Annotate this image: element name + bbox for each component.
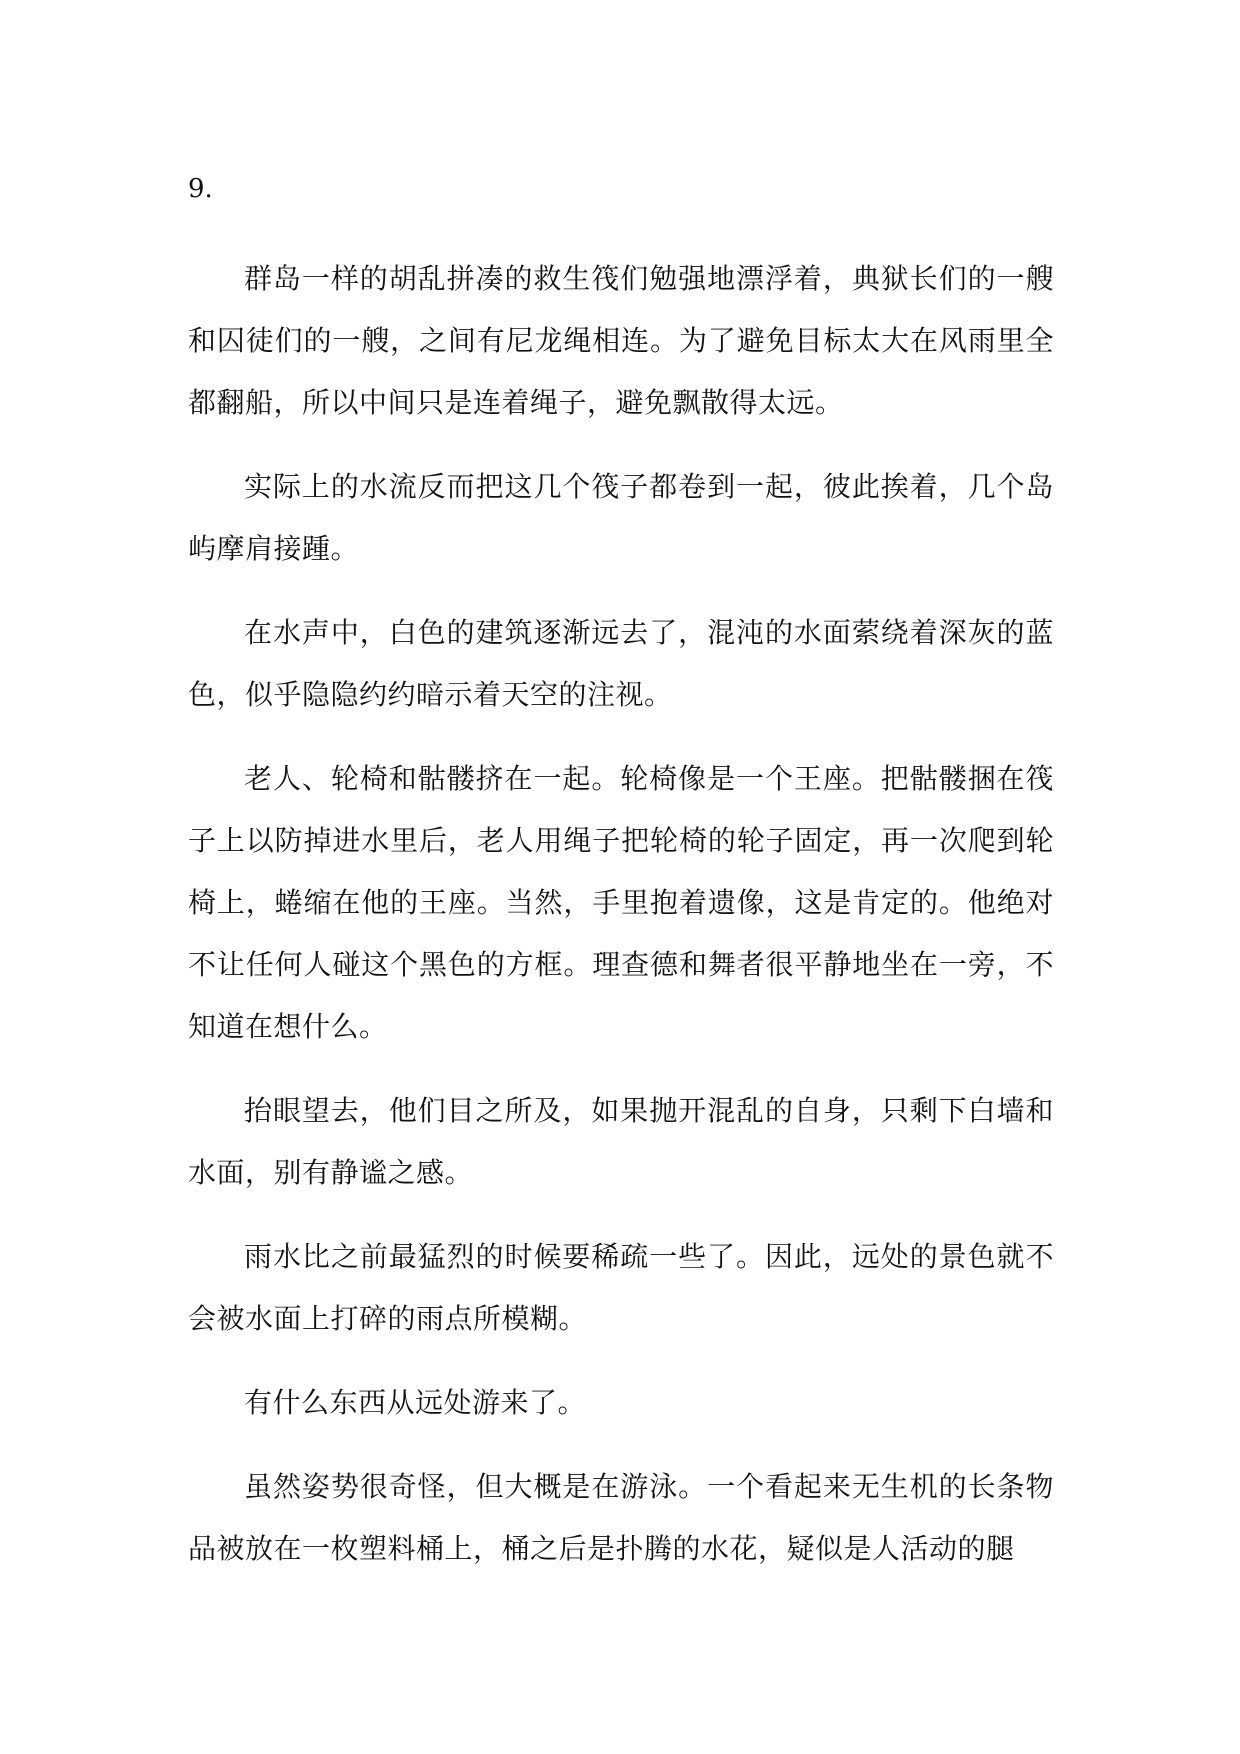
paragraph: 实际上的水流反而把这几个筏子都卷到一起，彼此挨着，几个岛屿摩肩接踵。: [188, 470, 1054, 565]
document-body: [188, 158, 1054, 1602]
paragraph: 雨水比之前最猛烈的时候要稀疏一些了。因此，远处的景色就不会被水面上打碎的雨点所模糊。: [188, 1240, 1054, 1335]
paragraph: 有什么东西从远处游来了。: [244, 1386, 587, 1419]
chapter-number: 9.: [188, 174, 213, 204]
spacer: [188, 220, 1054, 248]
paragraph: 抬眼望去，他们目之所及，如果抛开混乱的自身，只剩下白墙和水面，别有静谧之感。: [188, 1094, 1054, 1189]
paragraph: 老人、轮椅和骷髅挤在一起。轮椅像是一个王座。把骷髅捆在筏子上以防掉进水里后，老人用绳子把轮椅的轮子固定，再一次爬到轮椅上，蜷缩在他的王座。当然，手里抱着遗像，这是肯定的。他绝对不让任何人碰这个黑色的方框。理查德和舞者很平静地坐在一旁，不知道在想什么。: [188, 762, 1054, 1043]
paragraph: 群岛一样的胡乱拼凑的救生筏们勉强地漂浮着，典狱长们的一艘和囚徒们的一艘，之间有尼龙绳相连。为了避免目标太大在风雨里全都翻船，所以中间只是连着绳子，避免飘散得太远。: [188, 262, 1054, 419]
paragraph: 虽然姿势很奇怪，但大概是在游泳。一个看起来无生机的长条物品被放在一枚塑料桶上，桶之后是扑腾的水花，疑似是人活动的腿: [188, 1470, 1054, 1565]
paragraph: 在水声中，白色的建筑逐渐远去了，混沌的水面萦绕着深灰的蓝色，似乎隐隐约约暗示着天空的注视。: [188, 616, 1054, 711]
